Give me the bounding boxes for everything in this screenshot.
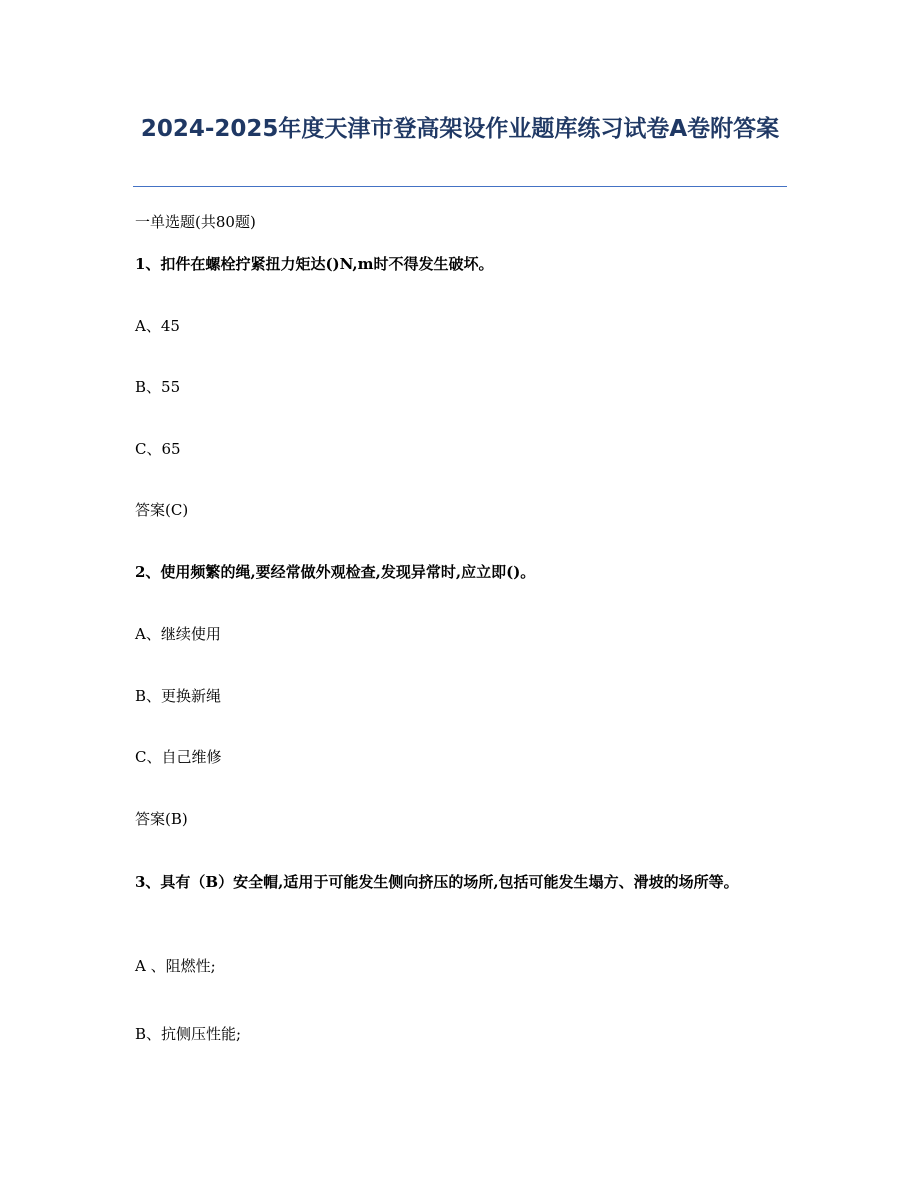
question-2-option-c: C、自己维修 <box>135 748 222 766</box>
question-3-option-a: A 、阻燃性; <box>135 957 216 975</box>
document-title: 2024-2025年度天津市登高架设作业题库练习试卷A卷附答案 <box>140 116 780 142</box>
question-2-stem: 2、使用频繁的绳,要经常做外观检查,发现异常时,应立即()。 <box>135 563 536 581</box>
question-3-option-b: B、抗侧压性能; <box>135 1025 242 1043</box>
question-2-option-b: B、更换新绳 <box>135 687 222 705</box>
question-1-option-a: A、45 <box>135 317 180 335</box>
question-1-stem: 1、扣件在螺栓拧紧扭力矩达()N,m时不得发生破坏。 <box>135 255 494 273</box>
title-underline <box>133 186 787 187</box>
question-3-stem: 3、具有（B）安全帽,适用于可能发生侧向挤压的场所,包括可能发生塌方、滑坡的场所等。 <box>135 873 739 891</box>
question-2-option-a: A、继续使用 <box>135 625 221 643</box>
question-1-option-b: B、55 <box>135 378 181 396</box>
question-1-answer: 答案(C) <box>135 501 189 519</box>
question-2-answer: 答案(B) <box>135 810 188 828</box>
section-heading: 一单选题(共80题) <box>135 213 256 231</box>
question-1-option-c: C、65 <box>135 440 181 458</box>
